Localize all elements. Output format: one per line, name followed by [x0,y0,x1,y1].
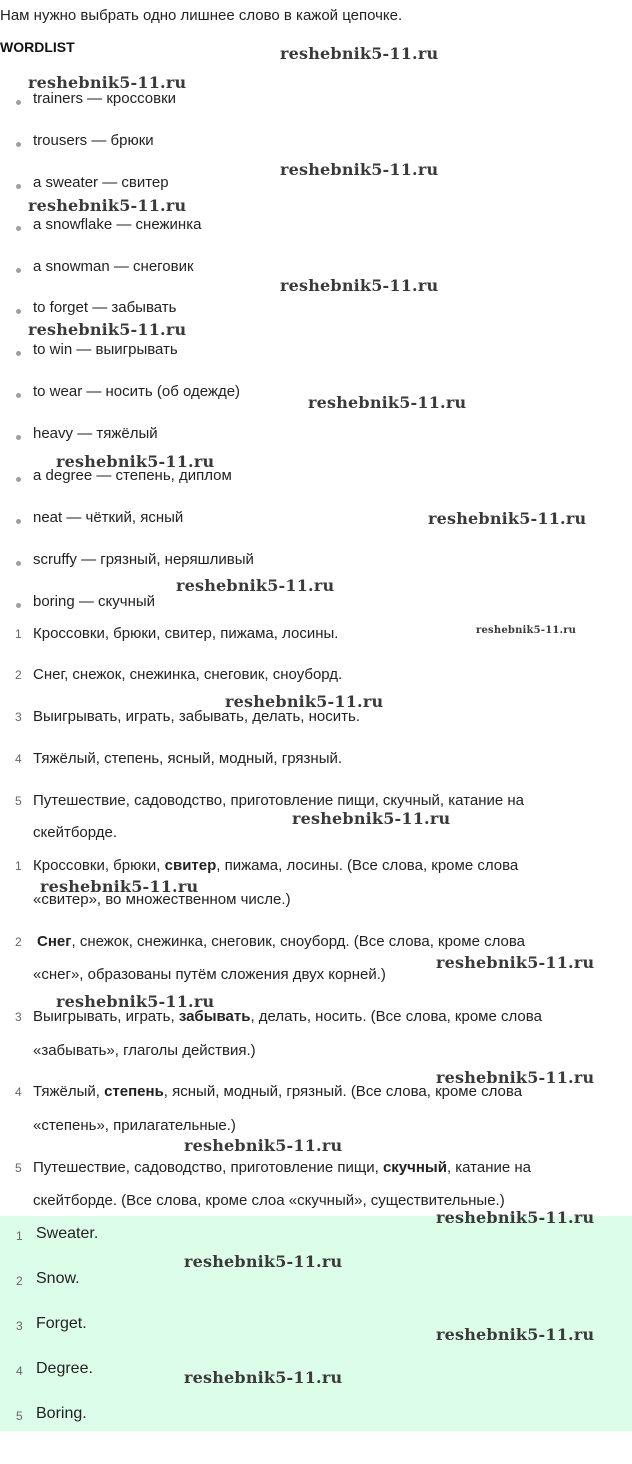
watermark: reshebnik5-11.ru [184,1368,343,1387]
answer-text: Sweater. [36,1225,99,1242]
wordlist-item-text: trousers — брюки [33,132,154,149]
bullet-icon [16,351,21,356]
bullet-icon [16,435,21,440]
explanation-text: Тяжёлый, степень, ясный, модный, грязный. (Все слова, кроме слова [33,1083,523,1100]
wordlist-item-text: a snowman — снеговик [33,258,194,275]
watermark: reshebnik5-11.ru [436,1325,595,1344]
watermark: reshebnik5-11.ru [292,809,451,828]
wordlist-item-text: to win — выигрывать [33,341,178,358]
exercise-number: 1 [15,627,22,641]
watermark: reshebnik5-11.ru [56,452,215,471]
answer-text: Snow. [36,1270,80,1287]
exercise-text: Тяжёлый, степень, ясный, модный, грязный. [33,750,343,767]
explanation-text-continued: «степень», прилагательные.) [33,1117,236,1134]
watermark: reshebnik5-11.ru [184,1252,343,1271]
bullet-icon [16,603,21,608]
odd-word: забывать [178,1008,251,1025]
wordlist-item-text: a sweater — свитер [33,174,169,191]
odd-word: Снег [37,933,72,950]
watermark: reshebnik5-11.ru [28,196,187,215]
exercise-text: Путешествие, садоводство, приготовление пищи, скучный, катание на [33,792,525,809]
wordlist-item-text: a snowflake — снежинка [33,216,202,233]
answer-number: 2 [16,1274,23,1288]
exercise-text: Выигрывать, играть, забывать, делать, носить. [33,708,360,725]
watermark: reshebnik5-11.ru [428,509,587,528]
wordlist-item-text: scruffy — грязный, неряшливый [33,551,254,568]
explanation-text-continued: скейтборде. (Все слова, кроме слоа «скучный», существительные.) [33,1192,505,1209]
odd-word: свитер [164,857,217,874]
bullet-icon [16,142,21,147]
answer-number: 3 [16,1319,23,1333]
exercise-text-continued: скейтборде. [33,824,118,841]
answer-number: 4 [16,1364,23,1378]
exercise-number: 5 [15,794,22,808]
wordlist-item-text: boring — скучный [33,593,156,610]
wordlist-title: WORDLIST [0,39,75,55]
intro-text: Нам нужно выбрать одно лишнее слово в кажой цепочке. [0,7,403,24]
wordlist-item-text: heavy — тяжёлый [33,425,158,442]
explanation-number: 3 [15,1010,22,1024]
watermark: reshebnik5-11.ru [225,692,384,711]
odd-word: степень [104,1083,164,1100]
bullet-icon [16,393,21,398]
wordlist-item-text: neat — чёткий, ясный [33,509,184,526]
bullet-icon [16,477,21,482]
watermark: reshebnik5-11.ru [476,625,577,636]
watermark: reshebnik5-11.ru [436,1208,595,1227]
watermark: reshebnik5-11.ru [280,160,439,179]
wordlist-item-text: trainers — кроссовки [33,90,177,107]
watermark: reshebnik5-11.ru [280,44,439,63]
bullet-icon [16,561,21,566]
explanation-text-continued: «забывать», глаголы действия.) [33,1042,256,1059]
watermark: reshebnik5-11.ru [176,576,335,595]
bullet-icon [16,226,21,231]
bullet-icon [16,100,21,105]
explanation-text-continued: «снег», образованы путём сложения двух корней.) [33,966,386,983]
explanation-number: 5 [15,1161,22,1175]
watermark: reshebnik5-11.ru [436,1068,595,1087]
watermark: reshebnik5-11.ru [28,73,187,92]
watermark: reshebnik5-11.ru [308,393,467,412]
exercise-number: 4 [15,752,22,766]
exercise-text: Снег, снежок, снежинка, снеговик, сноуборд. [33,666,343,683]
answer-number: 5 [16,1409,23,1423]
bullet-icon [16,309,21,314]
explanation-text: Снег, снежок, снежинка, снеговик, сноуборд. (Все слова, кроме слова [37,933,525,950]
bullet-icon [16,268,21,273]
answer-number: 1 [16,1229,23,1243]
explanation-number: 1 [15,859,22,873]
explanation-text-continued: «свитер», во множественном числе.) [33,891,291,908]
wordlist-item-text: a degree — степень, диплом [33,467,232,484]
watermark: reshebnik5-11.ru [56,992,215,1011]
answer-text: Forget. [36,1315,87,1332]
watermark: reshebnik5-11.ru [280,276,439,295]
odd-word: скучный [382,1159,447,1176]
answer-text: Degree. [36,1360,93,1377]
explanation-number: 4 [15,1085,22,1099]
watermark: reshebnik5-11.ru [40,877,199,896]
explanation-number: 2 [15,935,22,949]
watermark: reshebnik5-11.ru [28,320,187,339]
exercise-number: 2 [15,668,22,682]
watermark: reshebnik5-11.ru [184,1136,343,1155]
explanation-text: Путешествие, садоводство, приготовление пищи, скучный, катание на [33,1159,532,1176]
exercise-text: Кроссовки, брюки, свитер, пижама, лосины. [33,625,339,642]
wordlist-item-text: to wear — носить (об одежде) [33,383,241,400]
bullet-icon [16,519,21,524]
wordlist-item-text: to forget — забывать [33,299,177,316]
watermark: reshebnik5-11.ru [436,953,595,972]
explanation-text: Выигрывать, играть, забывать, делать, носить. (Все слова, кроме слова [33,1008,542,1025]
answer-text: Boring. [36,1405,87,1422]
explanation-text: Кроссовки, брюки, свитер, пижама, лосины. (Все слова, кроме слова [33,857,519,874]
bullet-icon [16,184,21,189]
answer-box [0,1216,632,1431]
exercise-number: 3 [15,710,22,724]
